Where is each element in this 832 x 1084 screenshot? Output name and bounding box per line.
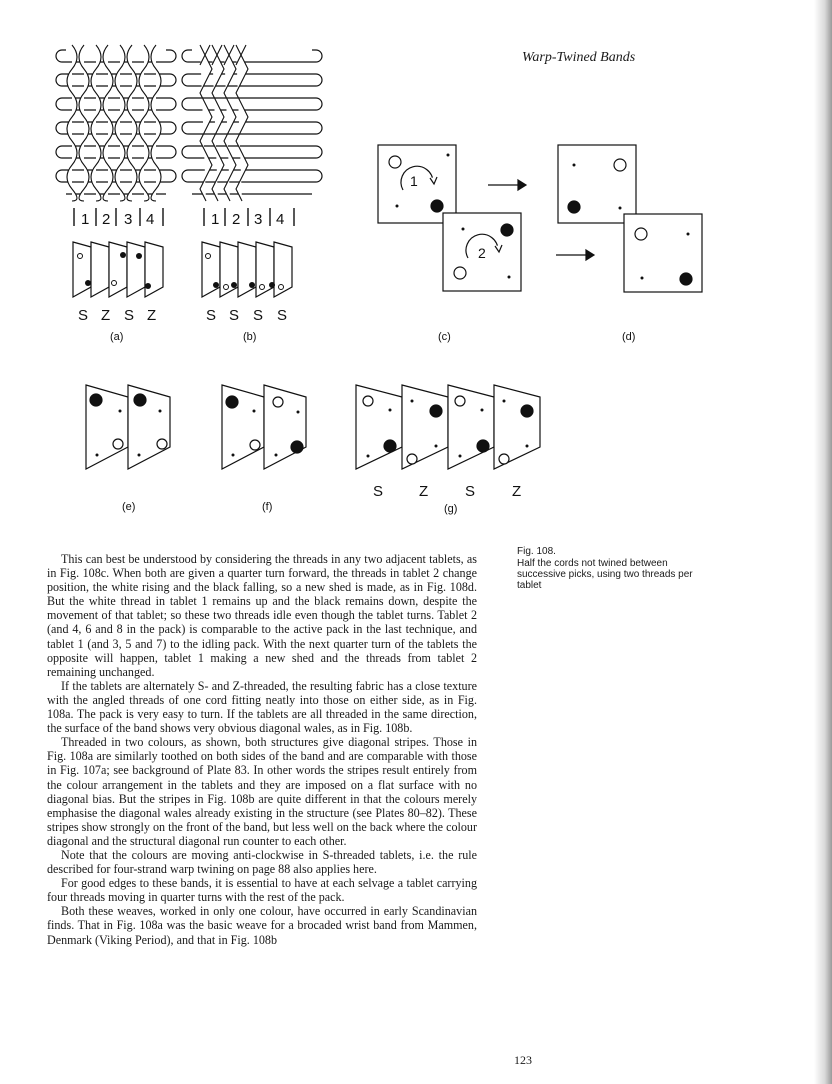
tablet-number: 4 [276,211,285,228]
tablet-number: 2 [102,211,111,228]
caption-fig-number: Fig. 108. [517,546,556,557]
paragraph: Both these weaves, worked in only one colour, have occurred in early Scandinavian finds. That in Fig. 108a was the basic weave for a brocaded wrist band from Mammen, Denmark (Viking Period), and that in Fig. 108b [47,904,477,947]
tablet-number: 1 [81,211,90,228]
tablet-number: 3 [124,211,133,228]
figure-108 [0,0,832,540]
threading-letter: S [78,307,89,324]
tablet-numbers [81,211,284,228]
panel-label-d: (d) [622,331,636,343]
threading-letter: Z [419,483,429,500]
tablet-number: 2 [232,211,241,228]
page-number: 123 [514,1053,532,1067]
warp-cords-b [200,45,248,201]
tablets-b [202,242,292,297]
diagram-g [356,385,540,469]
paragraph: If the tablets are alternately S- and Z-threaded, the resulting fabric has a close texture with the angled threads of one cord fitting neatly into those on either side, as in Fig. 108a. The pack is very easy to turn. If the tablets are all threaded in the same direction, the surface of the band shows very obvious diagonal wales, as in Fig. 108b. [47,678,477,736]
diagram-d [558,145,702,292]
threading-letter: Z [147,307,157,324]
threading-letter: S [124,307,135,324]
figure-caption [517,546,717,591]
panel-label-e: (e) [122,501,136,513]
warp-cords-a [67,45,161,201]
threading-letter: Z [101,307,111,324]
threading-letter: S [373,483,384,500]
threading-letter: S [253,307,264,324]
tablet-number: 1 [211,211,220,228]
panel-label-f: (f) [262,501,273,513]
turn-number: 2 [478,245,486,261]
panel-label-a: (a) [110,331,124,343]
panel-label-b: (b) [243,331,257,343]
threading-letter: S [229,307,240,324]
tablets-a [73,242,163,297]
panel-label-c: (c) [438,331,451,343]
paragraph: Threaded in two colours, as shown, both structures give diagonal stripes. Those in Fig. 108a are similarly toothed on both sides of the band and are comparable with those in Fig. 107a; see background of Plate 83. In other words the stripes result entirely from the colour arrangement in the tablets and they are imposed on a flat surface with no diagonal bias. But the stripes in Fig. 108b are quite different in that the colours merely emphasise the diagonal wales already existing in the structure (see Plates 80–82). These stripes show strongly on the front of the band, but less well on the back where the colour diagonal and the structural diagonal run counter to each other. [47,735,477,848]
body-text [47,552,477,947]
threading-letter: S [465,483,476,500]
diagram-e [86,385,170,469]
threading-letter: S [206,307,217,324]
paragraph: This can best be understood by considering the threads in any two adjacent tablets, as in Fig. 108c. When both are given a quarter turn forward, the threads in tablet 2 change position, the white rising and the black falling, so a new shed is made, as in Fig. 108d. But the white thread in tablet 1 remains up and the black remains down, despite the movement of that tablet; so these two threads idle even though the tablet turns. Tablet 2 (and 4, 6 and 8 in the pack) is comparable to the active pack in the last technique, and tablet 1 (and 3, 5 and 7) to the idling pack. With the next quarter turn of the tablets the opposite will happen, tablet 1 making a new shed and the threads from tablet 2 remaining unchanged. [47,552,477,679]
caption-text: Half the cords not twined between successive picks, using two threads per tablet [517,558,693,591]
tablet-number: 3 [254,211,263,228]
tablet-number: 4 [146,211,155,228]
panel-label-g: (g) [444,503,458,515]
paragraph: For good edges to these bands, it is essential to have at each selvage a tablet carrying four threads moving in quarter turns with the rest of the pack. [47,876,477,905]
diagram-f [222,385,306,469]
turn-number: 1 [410,173,418,189]
threading-letter: S [277,307,288,324]
threading-letter: Z [512,483,522,500]
paragraph: Note that the colours are moving anti-clockwise in S-threaded tablets, i.e. the rule described for four-strand warp twining on page 88 also applies here. [47,847,477,877]
running-title: Warp-Twined Bands [522,50,636,65]
